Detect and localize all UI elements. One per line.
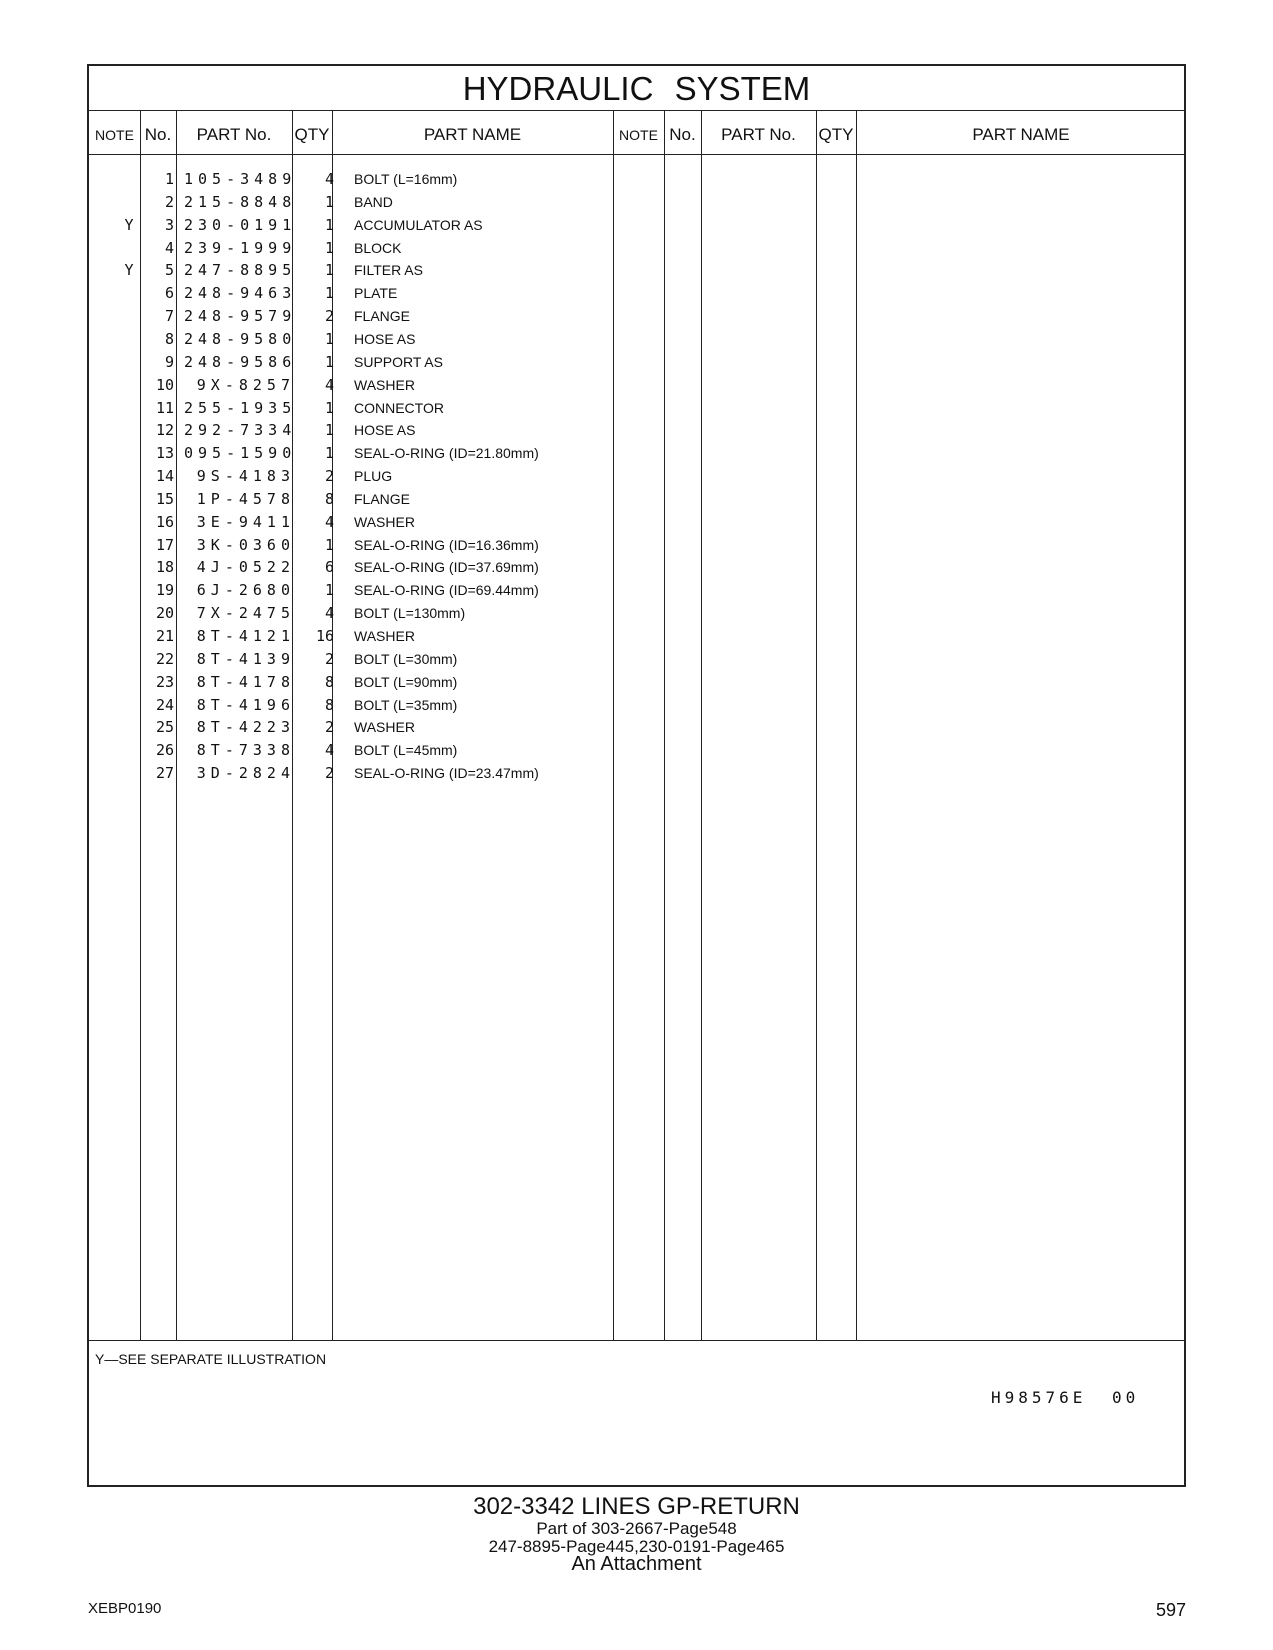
row-part-name: BOLT (L=35mm) <box>354 696 458 713</box>
caption-title: 302-3342 LINES GP-RETURN <box>473 1493 800 1520</box>
row-part-name: SEAL-O-RING (ID=23.47mm) <box>354 765 539 782</box>
row-part-number: 8T-4121 <box>196 627 295 645</box>
col-line <box>613 110 614 1340</box>
row-part-number: 292-7334 <box>184 421 297 440</box>
row-part-number: 095-1590 <box>184 444 297 463</box>
row-quantity: 6 <box>324 558 334 577</box>
col-line <box>701 110 702 1340</box>
row-quantity: 1 <box>324 284 334 303</box>
row-quantity: 8 <box>324 695 334 714</box>
row-part-number: 248-9463 <box>184 284 297 303</box>
row-number: 17 <box>155 535 174 554</box>
header-part-no-right: PART No. <box>721 125 796 144</box>
row-part-number: 230-0191 <box>184 215 297 234</box>
row-part-name: BOLT (L=16mm) <box>354 171 458 187</box>
header-no-left: No. <box>144 125 172 144</box>
row-part-number: 7X-2475 <box>196 604 295 623</box>
row-part-number: 215-8848 <box>184 192 297 211</box>
row-number: 15 <box>155 489 174 508</box>
row-part-name: HOSE AS <box>354 422 416 439</box>
row-quantity: 1 <box>324 535 334 554</box>
row-quantity: 2 <box>324 764 334 783</box>
row-part-number: 9S-4183 <box>196 467 295 486</box>
row-part-number: 3K-0360 <box>196 535 295 554</box>
row-part-name: BOLT (L=130mm) <box>354 605 466 622</box>
row-number: 7 <box>164 307 174 326</box>
row-part-number: 248-9580 <box>184 329 297 348</box>
row-note: Y <box>124 215 134 234</box>
row-number: 6 <box>164 284 174 303</box>
row-note: Y <box>124 261 134 280</box>
row-part-number: 3E-9411 <box>196 512 295 531</box>
header-divider <box>89 154 1184 155</box>
row-number: 20 <box>155 604 174 623</box>
row-part-number: 255-1935 <box>184 398 297 417</box>
row-quantity: 4 <box>324 604 334 623</box>
row-part-name: CONNECTOR <box>354 399 444 416</box>
row-part-name: WASHER <box>354 719 415 736</box>
row-quantity: 1 <box>324 329 334 348</box>
row-part-name: FLANGE <box>354 308 411 325</box>
row-number: 18 <box>155 558 174 577</box>
row-number: 25 <box>155 718 174 737</box>
header-part-name-right: PART NAME <box>972 125 1070 144</box>
row-quantity: 4 <box>324 170 334 188</box>
row-number: 14 <box>155 467 174 486</box>
row-quantity: 1 <box>324 238 334 257</box>
row-part-name: HOSE AS <box>354 330 416 347</box>
header-part-no-left: PART No. <box>196 125 272 144</box>
row-part-number: 239-1999 <box>184 238 297 257</box>
row-part-number: 4J-0522 <box>196 558 295 577</box>
row-number: 5 <box>164 261 174 280</box>
footnote: Y—SEE SEPARATE ILLUSTRATION <box>95 1351 327 1367</box>
document-code: XEBP0190 <box>88 1600 162 1617</box>
caption-attachment: An Attachment <box>571 1553 702 1575</box>
row-part-name: BOLT (L=45mm) <box>354 742 458 759</box>
caption-part-of: Part of 303-2667-Page548 <box>536 1519 737 1538</box>
row-number: 21 <box>155 627 174 645</box>
row-part-name: BAND <box>354 193 393 210</box>
header-part-name-left: PART NAME <box>423 125 522 144</box>
row-part-name: WASHER <box>354 628 415 644</box>
illustration-code: H98576E <box>991 1388 1087 1407</box>
row-part-number: 1P-4578 <box>196 489 295 508</box>
row-number: 12 <box>155 421 174 440</box>
col-line <box>664 110 665 1340</box>
col-line <box>176 110 177 1340</box>
row-part-number: 8T-4178 <box>196 672 295 691</box>
row-part-number: 247-8895 <box>184 261 297 280</box>
header-qty-right: QTY <box>818 125 854 144</box>
row-part-name: SEAL-O-RING (ID=21.80mm) <box>354 445 539 462</box>
row-number: 3 <box>164 215 174 234</box>
row-number: 16 <box>155 512 174 531</box>
row-quantity: 4 <box>324 512 334 531</box>
caption-references: 247-8895-Page445,230-0191-Page465 <box>488 1537 785 1556</box>
row-number: 24 <box>155 695 174 714</box>
parts-list-frame <box>87 64 1186 1487</box>
header-no-right: No. <box>669 125 696 144</box>
row-part-number: 8T-4139 <box>196 649 295 668</box>
row-part-name: FILTER AS <box>354 262 423 279</box>
row-quantity: 8 <box>324 489 334 508</box>
row-part-number: 8T-7338 <box>196 741 295 760</box>
row-number: 4 <box>164 238 174 257</box>
row-quantity: 1 <box>324 421 334 440</box>
header-note-left: NOTE <box>95 127 134 143</box>
row-quantity: 2 <box>324 718 334 737</box>
revision-code: 00 <box>1112 1388 1140 1407</box>
row-number: 1 <box>164 170 174 188</box>
row-quantity: 1 <box>324 444 334 463</box>
row-part-number: 6J-2680 <box>196 581 295 600</box>
row-number: 10 <box>155 375 174 394</box>
row-quantity: 4 <box>324 741 334 760</box>
row-quantity: 4 <box>324 375 334 394</box>
row-part-number: 8T-4196 <box>196 695 295 714</box>
row-number: 27 <box>155 764 174 783</box>
row-quantity: 16 <box>315 627 334 645</box>
row-part-name: BOLT (L=90mm) <box>354 673 458 690</box>
row-quantity: 1 <box>324 261 334 280</box>
row-part-number: 3D-2824 <box>196 764 295 783</box>
row-number: 23 <box>155 672 174 691</box>
col-line <box>816 110 817 1340</box>
row-quantity: 2 <box>324 467 334 486</box>
row-number: 11 <box>155 398 174 417</box>
row-part-name: FLANGE <box>354 490 411 507</box>
row-quantity: 8 <box>324 672 334 691</box>
row-part-number: 9X-8257 <box>196 375 295 394</box>
row-part-name: SEAL-O-RING (ID=37.69mm) <box>354 559 539 576</box>
row-part-name: SEAL-O-RING (ID=16.36mm) <box>354 536 539 553</box>
row-part-number: 8T-4223 <box>196 718 295 737</box>
row-part-name: SUPPORT AS <box>354 353 443 370</box>
row-part-number: 248-9586 <box>184 352 297 371</box>
row-part-name: WASHER <box>354 376 415 393</box>
col-line <box>856 110 857 1340</box>
footer-divider <box>89 1340 1184 1341</box>
header-qty-left: QTY <box>294 125 330 144</box>
row-number: 2 <box>164 192 174 211</box>
row-number: 9 <box>164 352 174 371</box>
row-number: 13 <box>155 444 174 463</box>
row-part-name: BLOCK <box>354 239 402 256</box>
row-quantity: 1 <box>324 581 334 600</box>
row-part-name: SEAL-O-RING (ID=69.44mm) <box>354 582 539 599</box>
title-divider <box>89 110 1184 111</box>
row-part-name: PLATE <box>354 285 398 302</box>
row-number: 26 <box>155 741 174 760</box>
row-part-name: BOLT (L=30mm) <box>354 650 458 667</box>
row-quantity: 1 <box>324 215 334 234</box>
row-part-name: WASHER <box>354 513 415 530</box>
row-part-name: ACCUMULATOR AS <box>354 216 483 233</box>
row-quantity: 2 <box>324 307 334 326</box>
row-part-name: PLUG <box>354 468 393 485</box>
row-number: 22 <box>155 649 174 668</box>
header-note-right: NOTE <box>619 127 658 143</box>
row-number: 8 <box>164 329 174 348</box>
row-quantity: 1 <box>324 352 334 371</box>
row-quantity: 1 <box>324 398 334 417</box>
row-quantity: 2 <box>324 649 334 668</box>
section-title: HYDRAULIC SYSTEM <box>462 70 811 107</box>
page-number: 597 <box>1155 1600 1186 1620</box>
row-number: 19 <box>155 581 174 600</box>
row-part-number: 248-9579 <box>184 307 297 326</box>
row-part-number: 105-3489 <box>184 170 297 188</box>
row-quantity: 1 <box>324 192 334 211</box>
